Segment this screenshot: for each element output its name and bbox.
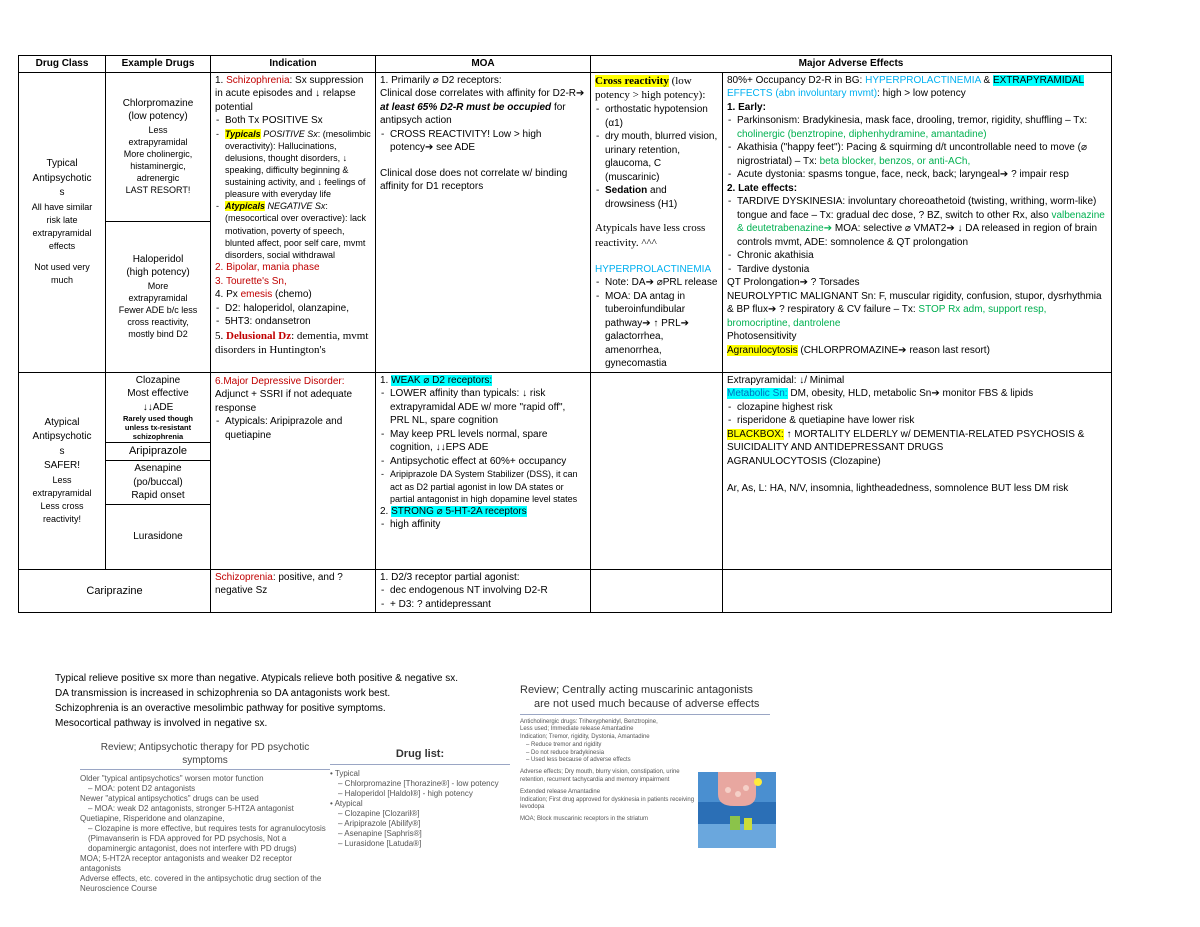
class-line: extrapyramidal bbox=[32, 227, 92, 238]
summary-notes bbox=[55, 671, 458, 731]
review-item: – Do not reduce bradykinesia bbox=[526, 749, 605, 756]
drug-line: extrapyramidal bbox=[128, 292, 188, 303]
drug-list-item: – Haloperidol [Haldol®] - high potency bbox=[338, 788, 473, 798]
drug-name: Asenapine bbox=[134, 463, 182, 475]
header-row bbox=[19, 56, 1112, 73]
typical-indication-cell bbox=[211, 72, 376, 372]
drug-line: (low potency) bbox=[128, 111, 188, 123]
header-moa: MOA bbox=[376, 56, 591, 73]
review-item: Newer "atypical antipsychotics" drugs can be used bbox=[80, 794, 259, 803]
cross-bullet: - MOA: DA antag in tuberoinfundibular pathway➔ ↑ PRL➔ galactorrhea, amenorrhea, gynecomastia bbox=[605, 290, 718, 371]
review-item: – Used less because of adverse effects bbox=[526, 757, 631, 764]
review-pd-psychosis bbox=[80, 742, 330, 894]
typical-ade-cell bbox=[723, 72, 1112, 372]
atypical-ade-cell bbox=[723, 372, 1112, 569]
header-adverse-effects: Major Adverse Effects bbox=[591, 56, 1112, 73]
review-item: Quetiapine, Risperidone and olanzapine, bbox=[80, 814, 225, 823]
typical-class-cell bbox=[19, 72, 106, 372]
cariprazine-ade-cell bbox=[723, 569, 1112, 613]
moa-bullet: - Aripiprazole DA System Stabilizer (DSS), it can act as D2 partial agonist in low DA states or partial antagonist in high dopamine level states bbox=[390, 468, 586, 504]
ade-heading: 2. Late effects: bbox=[727, 182, 798, 194]
drug-line: cross reactivity, bbox=[127, 317, 189, 328]
review-muscarinic bbox=[520, 684, 780, 824]
review-item: (Pimavanserin is FDA approved for PD psychosis, Not a dopaminergic antagonist, does not interfere with PD drugs) bbox=[88, 834, 297, 853]
review-title: Review; Antipsychotic therapy for PD psychotic symptoms bbox=[100, 742, 310, 766]
class-line: much bbox=[50, 275, 73, 286]
ade-bullet: - Chronic akathisia bbox=[737, 249, 1107, 263]
moa-bullet: - May keep PRL levels normal, spare cognition, ↓↓EPS ADE bbox=[390, 428, 586, 455]
drug-line: mostly bind D2 bbox=[128, 329, 188, 340]
review-item: – Clozapine is more effective, but requires tests for agranulocytosis bbox=[88, 824, 326, 833]
chlorpromazine-cell bbox=[106, 72, 211, 221]
cariprazine-moa-cell bbox=[376, 569, 591, 613]
review-item: MOA; Block muscarinic receptors in the striatum bbox=[520, 816, 649, 823]
drug-list-item: – Chlorpromazine [Thorazine®] - low potency bbox=[338, 778, 499, 788]
ade-bullet: - Parkinsonism: Bradykinesia, mask face, drooling, tremor, rigidity, shuffling – Tx: cholinergic (benztropine, diphenhydramine, amantadine) bbox=[737, 114, 1107, 141]
ade-line: Ar, As, L: HA, N/V, insomnia, lightheadedness, somnolence BUT less DM risk bbox=[727, 483, 1069, 495]
moa-bullet: - dec endogenous NT involving D2-R bbox=[390, 584, 586, 598]
class-line: Less cross bbox=[40, 500, 84, 511]
review-title: Review; Centrally acting muscarinic antagonists bbox=[520, 684, 753, 696]
drug-line: extrapyramidal bbox=[128, 136, 188, 147]
indication-bullet: - 5HT3: ondansetron bbox=[225, 315, 371, 329]
review-item: Anticholinergic drugs: Trihexyphenidyl, Benztropine, bbox=[520, 718, 658, 725]
ade-line: QT Prolongation➔ ? Torsades bbox=[727, 277, 860, 288]
drug-line: unless tx-resistant bbox=[124, 423, 192, 433]
ade-bullet: - risperidone & quetiapine have lower risk bbox=[737, 414, 1107, 428]
drug-name: Haloperidol bbox=[132, 253, 184, 265]
indication-1: 1. Schizophrenia: Sx suppression in acute episodes and ↓ relapse potential bbox=[215, 74, 364, 113]
note-line: Typical relieve positive sx more than negative. Atypicals relieve both positive & negative sx. bbox=[55, 673, 458, 684]
cariprazine-cell: Cariprazine bbox=[19, 569, 211, 613]
indication-bullet: - Atypicals: Aripiprazole and quetiapine bbox=[225, 415, 371, 442]
header-example-drugs: Example Drugs bbox=[106, 56, 211, 73]
indication-4: 4. Px emesis (chemo) bbox=[215, 289, 312, 301]
review-item: Older "typical antipsychotics" worsen motor function bbox=[80, 774, 264, 783]
drug-line: LAST RESORT! bbox=[125, 185, 191, 196]
moa-line: 1. Primarily ⌀ D2 receptors: bbox=[380, 74, 502, 86]
review-title: are not used much because of adverse effects bbox=[534, 697, 760, 710]
review-item: Extended release Amantadine bbox=[520, 788, 601, 795]
note-line: Mesocortical pathway is involved in negative sx. bbox=[55, 718, 268, 729]
atypical-indication-cell bbox=[211, 372, 376, 569]
ade-line: Agranulocytosis (CHLORPROMAZINE➔ reason last resort) bbox=[727, 344, 990, 356]
drug-line: (high potency) bbox=[126, 267, 190, 279]
class-line: Not used very bbox=[34, 261, 90, 272]
indication-bullet: - Atypicals NEGATIVE Sx: (mesocortical over overactive): lack motivation, poverty of speech, blunted affect, poor self care, mvmt disorders, social withdrawal bbox=[225, 200, 371, 261]
note-line: DA transmission is increased in schizophrenia so DA antagonists work best. bbox=[55, 688, 391, 699]
indication-bullet: - Both Tx POSITIVE Sx bbox=[225, 114, 371, 128]
atypical-row bbox=[19, 372, 1112, 443]
moa-bullet: - + D3: ? antidepressant bbox=[390, 598, 586, 612]
clozapine-cell bbox=[106, 372, 211, 443]
atypical-moa-cell bbox=[376, 372, 591, 569]
cariprazine-empty-cell bbox=[591, 569, 723, 613]
review-item: – MOA: potent D2 antagonists bbox=[88, 784, 196, 793]
moa-heading: 2. STRONG ⌀ 5-HT-2A receptors bbox=[380, 505, 527, 517]
drug-list bbox=[330, 748, 510, 849]
class-line: risk late bbox=[46, 214, 78, 225]
class-line: Typical bbox=[46, 158, 78, 170]
class-line: SAFER! bbox=[43, 460, 81, 472]
cross-bullet: - Note: DA➔ ⌀PRL release bbox=[605, 276, 718, 290]
ade-line: Extrapyramidal: ↓/ Minimal bbox=[727, 374, 845, 386]
hyperprolactinemia-heading: HYPERPROLACTINEMIA bbox=[595, 263, 712, 275]
drug-line: Rarely used though bbox=[122, 414, 193, 424]
class-line: reactivity! bbox=[42, 513, 81, 524]
ade-bullet: - clozapine highest risk bbox=[737, 401, 1107, 415]
moa-bullet: - CROSS REACTIVITY! Low > high potency➔ see ADE bbox=[390, 128, 586, 155]
class-line: Antipsychotic bbox=[32, 431, 92, 443]
moa-bullet: - high affinity bbox=[390, 518, 586, 532]
drug-list-item: • Typical bbox=[330, 768, 360, 778]
indication-2: 2. Bipolar, mania phase bbox=[215, 262, 320, 274]
synapse-illustration bbox=[698, 772, 776, 848]
ade-line: NEUROLYPTIC MALIGNANT Sn: F, muscular rigidity, confusion, stupor, dysrhythmia & BP flux➔ ? respiratory & CV failure – Tx: STOP Rx adm, support resp, bromocriptine, dantrolene bbox=[727, 290, 1102, 329]
atypical-class-cell bbox=[19, 372, 106, 569]
class-line: s bbox=[59, 445, 65, 457]
ade-heading: 1. Early: bbox=[727, 101, 766, 113]
moa-bullet: - Antipsychotic effect at 60%+ occupancy bbox=[390, 455, 586, 469]
header-drug-class: Drug Class bbox=[19, 56, 106, 73]
cross-bullet: - orthostatic hypotension (α1) bbox=[605, 103, 718, 130]
aripiprazole-cell: Aripiprazole bbox=[106, 443, 211, 461]
drug-line: ↓↓ADE bbox=[142, 401, 174, 413]
drug-line: adrenergic bbox=[136, 173, 180, 184]
indication-5: 5. Delusional Dz: dementia, mvmt disorders in Huntington's bbox=[215, 329, 369, 357]
review-item: MOA; 5-HT2A receptor antagonists and weaker D2 receptor antagonists bbox=[80, 854, 293, 873]
haloperidol-cell bbox=[106, 221, 211, 372]
header-indication: Indication bbox=[211, 56, 376, 73]
drug-list-item: – Asenapine [Saphris®] bbox=[338, 828, 422, 838]
ade-bullet: - Tardive dystonia bbox=[737, 263, 1107, 277]
class-line: Antipsychotic bbox=[32, 172, 92, 184]
cross-reactivity-heading: Cross reactivity (low potency > high potency): bbox=[595, 74, 706, 102]
review-item: Adverse effects, etc. covered in the antipsychotic drug section of the Neuroscience Course bbox=[80, 874, 322, 893]
review-item: – MOA: weak D2 antagonists, stronger 5-HT2A antagonist bbox=[88, 804, 294, 813]
drug-line: schizophrenia bbox=[132, 432, 184, 442]
cross-bullet: - Sedation and drowsiness (H1) bbox=[605, 184, 718, 211]
review-item: Adverse effects; Dry mouth, blurry vision, constipation, urine retention, recurrent tachycardia and memory impairment bbox=[520, 769, 680, 784]
drug-line: (po/buccal) bbox=[133, 476, 183, 488]
note-line: Schizophrenia is an overactive mesolimbic pathway for positive symptoms. bbox=[55, 703, 386, 714]
indication-6: 6.Major Depressive Disorder: bbox=[215, 375, 345, 387]
class-line: extrapyramidal bbox=[32, 487, 92, 498]
ade-line: Photosensitivity bbox=[727, 331, 797, 342]
asenapine-cell bbox=[106, 461, 211, 505]
drug-list-title: Drug list: bbox=[395, 748, 445, 760]
review-item: – Reduce tremor and rigidity bbox=[526, 741, 602, 748]
drug-list-item: – Clozapine [Clozaril®] bbox=[338, 808, 420, 818]
drug-line: Fewer ADE b/c less bbox=[118, 305, 198, 316]
typical-row bbox=[19, 72, 1112, 221]
drug-list-item: • Atypical bbox=[330, 798, 363, 808]
drug-line: More cholinergic, bbox=[123, 148, 193, 159]
class-line: Less bbox=[52, 474, 72, 485]
drug-line: Less bbox=[148, 124, 168, 135]
drug-name: Chlorpromazine bbox=[122, 97, 194, 109]
atypical-empty-cell bbox=[591, 372, 723, 569]
drug-line: Most effective bbox=[127, 388, 189, 400]
drug-list-item: – Lurasidone [Latuda®] bbox=[338, 838, 422, 848]
ade-line: 80%+ Occupancy D2-R in BG: HYPERPROLACTINEMIA & EXTRAPYRAMIDAL EFFECTS (abn involuntary mvmt): high > low potency bbox=[727, 74, 1084, 99]
indication-6-detail: Adjunct + SSRI if not adequate response bbox=[215, 389, 353, 414]
class-line: effects bbox=[48, 240, 76, 251]
ade-bullet: - Akathisia ("happy feet"): Pacing & squirming d/t uncontrollable need to move (⌀ nigrostriatal) – Tx: beta blocker, benzos, or anti-ACh, bbox=[737, 141, 1107, 168]
cross-note: Atypicals have less cross reactivity. ^^^ bbox=[595, 222, 706, 250]
typical-moa-cell bbox=[376, 72, 591, 372]
ade-line: Metabolic Sn: DM, obesity, HLD, metabolic Sn➔ monitor FBS & lipids bbox=[727, 388, 1034, 400]
class-line: s bbox=[59, 187, 65, 199]
review-item: Less used; Immediate release Amantadine bbox=[520, 726, 634, 733]
ade-line: BLACKBOX: ↑ MORTALITY ELDERLY w/ DEMENTIA-RELATED PSYCHOSIS & SUICIDALITY AND ANTIDEPRESSANT DRUGS bbox=[727, 428, 1085, 454]
cariprazine-indication-cell: Schizoprenia: positive, and ? negative Sz bbox=[211, 569, 376, 613]
drug-table bbox=[18, 55, 1112, 613]
moa-line: 1. D2/3 receptor partial agonist: bbox=[380, 571, 520, 583]
class-line: Atypical bbox=[44, 416, 80, 428]
indication-bullet: - D2: haloperidol, olanzapine, bbox=[225, 302, 371, 316]
drug-list-item: – Aripiprazole [Abilify®] bbox=[338, 818, 421, 828]
cross-bullet: - dry mouth, blurred vision, urinary retention, glaucoma, C (muscarinic) bbox=[605, 130, 718, 184]
drug-name: Clozapine bbox=[135, 374, 181, 386]
drug-line: histaminergic, bbox=[130, 161, 186, 171]
lurasidone-cell: Lurasidone bbox=[106, 504, 211, 569]
cross-reactivity-cell bbox=[591, 72, 723, 372]
review-item: Indication; Tremor, rigidity, Dystonia, Amantadine bbox=[520, 734, 650, 741]
drug-line: Rapid onset bbox=[131, 490, 185, 502]
moa-bullet: - LOWER affinity than typicals: ↓ risk extrapyramidal ADE w/ more "rapid off", PRL NL, spare cognition bbox=[390, 387, 586, 428]
indication-bullet: - Typicals POSITIVE Sx: (mesolimbic overactivity): Hallucinations, delusions, thought disorders, ↓ speaking, difficulty beginning & sustaining activity, and ↓ feelings of pleasure with everyday life bbox=[225, 128, 371, 201]
ade-bullet: - Acute dystonia: spasms tongue, face, neck, back; laryngeal➔ ? impair resp bbox=[737, 168, 1107, 182]
class-line: All have similar bbox=[31, 201, 93, 212]
ade-bullet: - TARDIVE DYSKINESIA: involuntary choreoathetoid (twisting, writhing, worm-like) tongue and face – Tx: gradual dec dose, ? BZ, switch to other Rx, also valbenazine & deutetrabenazine➔ MOA: selective ⌀ VMAT2➔ ↓ DA released in region of brain controls mvmt, ADE: somnolence & QT prolongation bbox=[737, 195, 1107, 249]
moa-heading: 1. WEAK ⌀ D2 receptors: bbox=[380, 374, 493, 386]
drug-line: More bbox=[147, 280, 169, 291]
indication-3: 3. Tourette's Sn, bbox=[215, 275, 287, 287]
cariprazine-row bbox=[19, 569, 1112, 613]
moa-line: Clinical dose correlates with affinity for D2-R➔ at least 65% D2-R must be occupied for antipsych action bbox=[380, 88, 585, 126]
moa-line: Clinical dose does not correlate w/ binding affinity for D1 receptors bbox=[380, 167, 568, 192]
ade-line: AGRANULOCYTOSIS (Clozapine) bbox=[727, 455, 881, 467]
review-item: Indication; First drug approved for dyskinesia in patients receiving levodopa bbox=[520, 796, 695, 811]
